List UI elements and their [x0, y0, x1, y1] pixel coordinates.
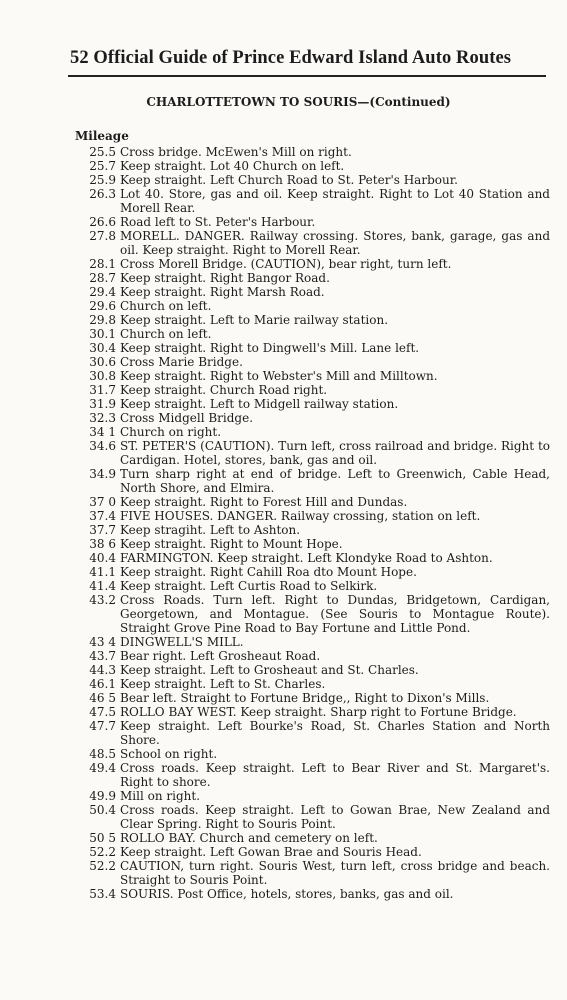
mileage-value: 31.9	[89, 397, 116, 411]
mileage-value: 50.4	[89, 803, 116, 817]
route-direction-text: Church on left.	[120, 327, 212, 341]
route-direction-text: Bear left. Straight to Fortune Bridge,, Right to Dixon's Mills.	[120, 691, 490, 705]
mileage-value: 46 5	[89, 691, 116, 705]
route-direction-text: Cross Midgell Bridge.	[120, 411, 254, 425]
mileage-value: 29.8	[89, 313, 116, 327]
mileage-value: 38 6	[89, 537, 116, 551]
route-direction-text: ST. PETER'S (CAUTION). Turn left, cross railroad and bridge. Right to Cardigan. Hotel, stores, bank, gas and oil.	[120, 439, 550, 467]
route-entry	[0, 411, 567, 425]
route-entry	[0, 845, 567, 859]
mileage-value: 25.5	[89, 145, 116, 159]
route-direction-text: Turn sharp right at end of bridge. Left to Greenwich, Cable Head, North Shore, and Elmira.	[120, 467, 550, 495]
route-entry	[0, 509, 567, 523]
route-direction-text: Keep straight. Left to St. Charles.	[120, 677, 326, 691]
route-entry	[0, 369, 567, 383]
mileage-value: 37.4	[89, 509, 116, 523]
route-entry	[0, 173, 567, 187]
route-direction-text: ROLLO BAY WEST. Keep straight. Sharp right to Fortune Bridge.	[120, 705, 517, 719]
route-entry	[0, 803, 567, 831]
mileage-value: 52.2	[89, 845, 116, 859]
route-entry	[0, 285, 567, 299]
route-direction-text: Mill on right.	[120, 789, 201, 803]
route-direction-text: FIVE HOUSES. DANGER. Railway crossing, station on left.	[120, 509, 481, 523]
route-entry	[0, 663, 567, 677]
route-entry	[0, 341, 567, 355]
mileage-value: 53.4	[89, 887, 116, 901]
mileage-value: 40.4	[89, 551, 116, 565]
route-direction-text: Cross Morell Bridge. (CAUTION), bear right, turn left.	[120, 257, 452, 271]
mileage-value: 34 1	[89, 425, 116, 439]
mileage-value: 32.3	[89, 411, 116, 425]
route-direction-text: ROLLO BAY. Church and cemetery on left.	[120, 831, 378, 845]
route-entry	[0, 691, 567, 705]
route-direction-text: Keep straight. Left Bourke's Road, St. Charles Station and North Shore.	[120, 719, 550, 747]
mileage-value: 49.9	[89, 789, 116, 803]
route-direction-text: MORELL. DANGER. Railway crossing. Stores, bank, garage, gas and oil. Keep straight. Right to Morell Rear.	[120, 229, 550, 257]
route-entry	[0, 425, 567, 439]
mileage-value: 26.3	[89, 187, 116, 201]
route-entries-list	[0, 145, 567, 901]
route-direction-text: Cross roads. Keep straight. Left to Gowan Brae, New Zealand and Clear Spring. Right to Souris Point.	[120, 803, 550, 831]
route-entry	[0, 271, 567, 285]
route-entry	[0, 831, 567, 845]
route-entry	[0, 677, 567, 691]
mileage-value: 34.9	[89, 467, 116, 481]
route-entry	[0, 887, 567, 901]
section-title	[0, 95, 567, 109]
route-direction-text: Keep straight. Left Curtis Road to Selkirk.	[120, 579, 378, 593]
mileage-value: 52.2	[89, 859, 116, 873]
route-entry	[0, 747, 567, 761]
mileage-value: 29.6	[89, 299, 116, 313]
route-direction-text: Lot 40. Store, gas and oil. Keep straight. Right to Lot 40 Station and Morell Rear.	[120, 187, 550, 215]
route-direction-text: DINGWELL'S MILL.	[120, 635, 244, 649]
mileage-value: 46.1	[89, 677, 116, 691]
mileage-value: 43 4	[89, 635, 116, 649]
route-direction-text: Keep straight. Right Bangor Road.	[120, 271, 330, 285]
route-direction-text: Keep straight. Right to Dingwell's Mill. Lane left.	[120, 341, 420, 355]
mileage-value: 34.6	[89, 439, 116, 453]
mileage-value: 41.1	[89, 565, 116, 579]
route-entry	[0, 635, 567, 649]
route-direction-text: Keep straight. Left to Marie railway station.	[120, 313, 389, 327]
route-entry	[0, 229, 567, 257]
route-entry	[0, 397, 567, 411]
route-direction-text: Cross Roads. Turn left. Right to Dundas, Bridgetown, Cardigan, Georgetown, and Montague. (See Souris to Montague Route). Straight Grove Pine Road to Bay Fortune and Little Pond.	[120, 593, 550, 635]
route-entry	[0, 523, 567, 537]
route-direction-text: Bear right. Left Grosheaut Road.	[120, 649, 321, 663]
route-direction-text: Keep straight. Right to Mount Hope.	[120, 537, 343, 551]
route-entry	[0, 467, 567, 495]
mileage-value: 31.7	[89, 383, 116, 397]
route-entry	[0, 327, 567, 341]
route-entry	[0, 859, 567, 887]
mileage-value: 25.7	[89, 159, 116, 173]
mileage-value: 26.6	[89, 215, 116, 229]
route-direction-text: Road left to St. Peter's Harbour.	[120, 215, 316, 229]
route-entry	[0, 551, 567, 565]
section-title-text: CHARLOTTETOWN TO SOURIS—(Continued)	[146, 95, 451, 109]
route-direction-text: Keep straight. Right to Webster's Mill and Milltown.	[120, 369, 438, 383]
mileage-value: 37 0	[89, 495, 116, 509]
route-entry	[0, 495, 567, 509]
mileage-value: 50 5	[89, 831, 116, 845]
route-entry	[0, 719, 567, 747]
route-entry	[0, 439, 567, 467]
route-entry	[0, 355, 567, 369]
route-entry	[0, 159, 567, 173]
mileage-value: 47.5	[89, 705, 116, 719]
mileage-value: 29.4	[89, 285, 116, 299]
route-direction-text: CAUTION, turn right. Souris West, turn left, cross bridge and beach. Straight to Souris Point.	[120, 859, 550, 887]
mileage-value: 27.8	[89, 229, 116, 243]
mileage-value: 30.8	[89, 369, 116, 383]
mileage-value: 48.5	[89, 747, 116, 761]
route-direction-text: Keep straight. Right to Forest Hill and Dundas.	[120, 495, 408, 509]
mileage-value: 37.7	[89, 523, 116, 537]
route-entry	[0, 649, 567, 663]
route-entry	[0, 187, 567, 215]
route-entry	[0, 257, 567, 271]
route-entry	[0, 789, 567, 803]
header-rule	[68, 75, 546, 77]
mileage-value: 28.1	[89, 257, 116, 271]
route-entry	[0, 593, 567, 635]
route-entry	[0, 761, 567, 789]
mileage-value: 49.4	[89, 761, 116, 775]
route-entry	[0, 579, 567, 593]
route-entry	[0, 145, 567, 159]
mileage-value: 28.7	[89, 271, 116, 285]
route-direction-text: Church on left.	[120, 299, 212, 313]
page-header: 52 Official Guide of Prince Edward Island Auto Routes	[70, 48, 512, 68]
mileage-value: 41.4	[89, 579, 116, 593]
route-entry	[0, 705, 567, 719]
route-direction-text: Church on right.	[120, 425, 222, 439]
route-direction-text: Cross bridge. McEwen's Mill on right.	[120, 145, 352, 159]
mileage-value: 44.3	[89, 663, 116, 677]
route-direction-text: Keep straight. Right Cahill Roa dto Mount Hope.	[120, 565, 417, 579]
route-entry	[0, 299, 567, 313]
mileage-value: 25.9	[89, 173, 116, 187]
route-direction-text: Keep straight. Right Marsh Road.	[120, 285, 325, 299]
route-direction-text: Keep straight. Left to Midgell railway station.	[120, 397, 399, 411]
mileage-value: 43.7	[89, 649, 116, 663]
route-entry	[0, 215, 567, 229]
route-direction-text: SOURIS. Post Office, hotels, stores, banks, gas and oil.	[120, 887, 454, 901]
mileage-value: 47.7	[89, 719, 116, 733]
route-entry	[0, 537, 567, 551]
mileage-value: 30.4	[89, 341, 116, 355]
route-direction-text: Keep straight. Left Church Road to St. Peter's Harbour.	[120, 173, 458, 187]
route-entry	[0, 383, 567, 397]
route-direction-text: Keep straight. Left to Grosheaut and St. Charles.	[120, 663, 419, 677]
route-direction-text: FARMINGTON. Keep straight. Left Klondyke Road to Ashton.	[120, 551, 493, 565]
route-entry	[0, 565, 567, 579]
route-direction-text: Keep stragiht. Left to Ashton.	[120, 523, 301, 537]
mileage-value: 30.6	[89, 355, 116, 369]
mileage-value: 43.2	[89, 593, 116, 607]
route-direction-text: Keep straight. Left Gowan Brae and Souris Head.	[120, 845, 422, 859]
route-direction-text: School on right.	[120, 747, 218, 761]
route-entry	[0, 313, 567, 327]
route-direction-text: Cross roads. Keep straight. Left to Bear River and St. Margaret's. Right to shore.	[120, 761, 550, 789]
route-direction-text: Keep straight. Lot 40 Church on left.	[120, 159, 345, 173]
mileage-column-label: Mileage	[75, 129, 129, 143]
route-direction-text: Cross Marie Bridge.	[120, 355, 243, 369]
route-direction-text: Keep straight. Church Road right.	[120, 383, 328, 397]
mileage-value: 30.1	[89, 327, 116, 341]
